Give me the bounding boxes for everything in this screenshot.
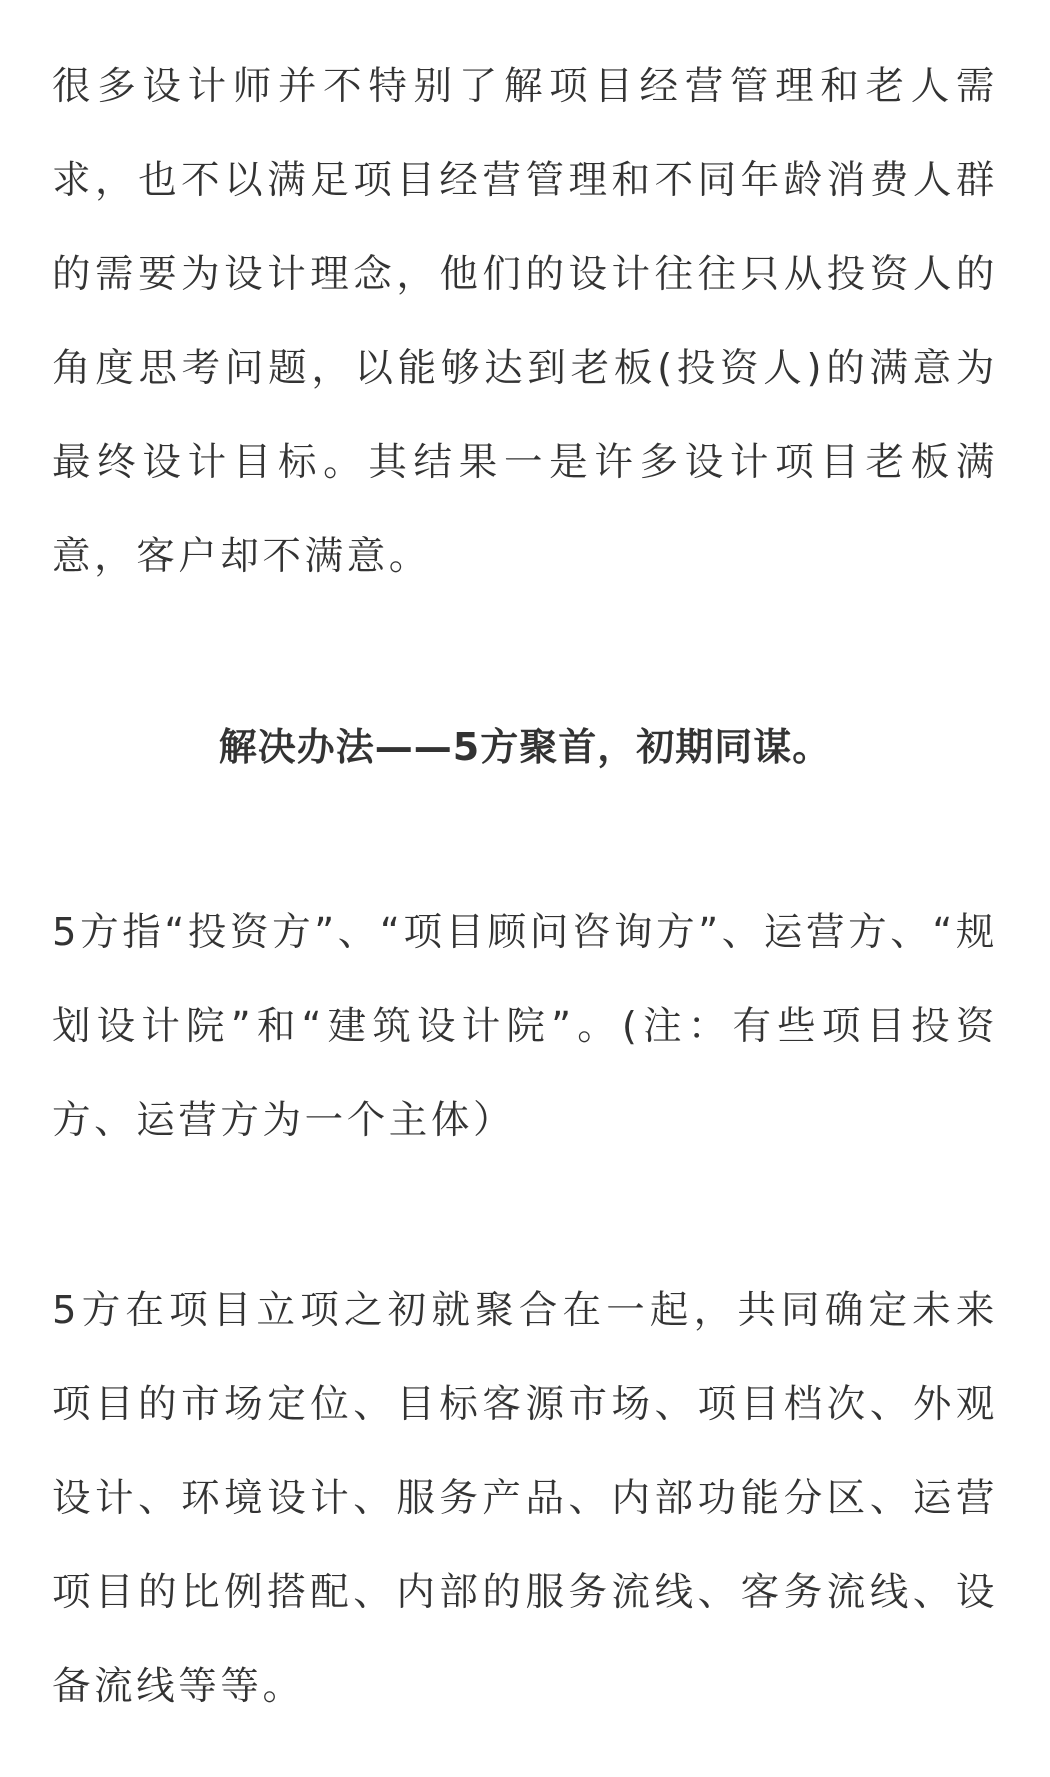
article-paragraph-designer-issue: 很多设计师并不特别了解项目经营管理和老人需求，也不以满足项目经营管理和不同年龄消费人群的需要为设计理念，他们的设计往往只从投资人的角度思考问题，以能够达到老板(投资人)的满意为最终设计目标。其结果一是许多设计项目老板满意，客户却不满意。	[52, 64, 998, 579]
section-heading-solution: 解决办法——5方聚首，初期同谋。	[218, 725, 832, 769]
article-body	[52, 40, 998, 1734]
article-paragraph-five-parties: 5方指“投资方”、“项目顾问咨询方”、运营方、“规划设计院”和“建筑设计院”。(注：有些项目投资方、运营方为一个主体）	[52, 910, 998, 1143]
article-paragraph-project-initiation: 5方在项目立项之初就聚合在一起，共同确定未来项目的市场定位、目标客源市场、项目档次、外观设计、环境设计、服务产品、内部功能分区、运营项目的比例搭配、内部的服务流线、客务流线、设备流线等等。	[52, 1288, 998, 1709]
